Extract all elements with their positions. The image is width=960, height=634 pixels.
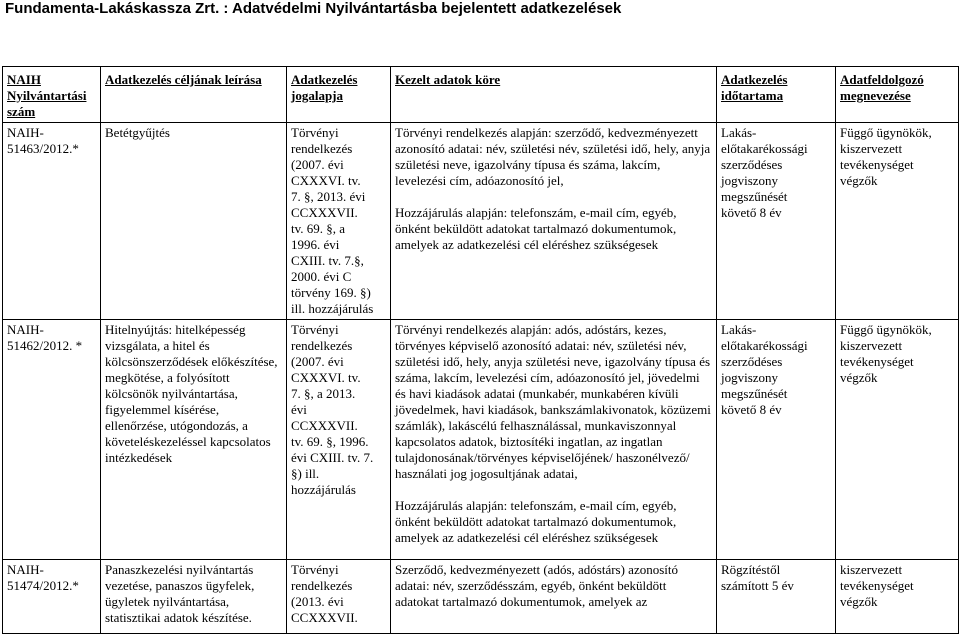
row-processor: Függő ügynökök, kiszervezett tevékenységet végzők bbox=[836, 123, 959, 320]
row-number: NAIH- 51463/2012.* bbox=[3, 123, 101, 320]
row-legal-basis: Törvényi rendelkezés (2013. évi CCXXXVII. bbox=[287, 560, 391, 634]
row-processor: kiszervezett tevékenységet végzők bbox=[836, 560, 959, 634]
row-data-scope bbox=[391, 123, 717, 320]
data-scope-statutory: Törvényi rendelkezés alapján: szerződő, kedvezményezett azonosító adatai: név, születési név, születési idő, hely, anyja születési neve, igazolvány típusa és száma, lakcím, levelezési cím, adóazonosító jel, bbox=[395, 125, 711, 188]
row-purpose: Hitelnyújtás: hitelképesség vizsgálata, a hitel és kölcsönszerződések előkészítése, megkötése, a folyósított kölcsönök nyilvántartása, figyelemmel kísérése, ellenőrzése, utógondozás, a követeléskezeléssel kapcsolatos intézkedések bbox=[101, 320, 287, 560]
row-purpose: Betétgyűjtés bbox=[101, 123, 287, 320]
data-scope-statutory: Törvényi rendelkezés alapján: adós, adóstárs, kezes, törvényes képviselő azonosító adatai: név, születési név, születési idő, hely, anyja születési neve, igazolvány típusa és száma, lakcím, levelezési cím, adóazonosító jel, jövedelmi és havi kiadások adatai (munkabér, munkabéren kívüli jövedelmek, havi kiadások, bankszámlakivonatok, közüzemi számlák), lakáscélú felhasználással, munkaviszonnyal kapcsolatos adatok, biztosítéki ingatlan, az ingatlan tulajdonosának/törvényes képviselőjének/ haszonélvező/ használati jog jogosultjának adatai, bbox=[395, 322, 711, 481]
data-scope-consent: Hozzájárulás alapján: telefonszám, e-mail cím, egyéb, önként beküldött adatokat tartalmazó dokumentumok, amelyek az adatkezelési cél eléréshez szükségesek bbox=[395, 498, 677, 545]
header-naih-number: NAIH Nyilvántartási szám bbox=[3, 67, 101, 123]
header-legal-basis: Adatkezelés jogalapja bbox=[287, 67, 391, 123]
data-scope-consent: Hozzájárulás alapján: telefonszám, e-mail cím, egyéb, önként beküldött adatokat tartalmazó dokumentumok, amelyek az adatkezelési cél eléréshez szükségesek bbox=[395, 205, 677, 252]
table-header-row bbox=[3, 67, 959, 123]
row-number: NAIH- 51462/2012. * bbox=[3, 320, 101, 560]
row-processor: Függő ügynökök, kiszervezett tevékenységet végzők bbox=[836, 320, 959, 560]
header-duration: Adatkezelés időtartama bbox=[717, 67, 836, 123]
data-processing-table bbox=[2, 66, 959, 634]
row-data-scope: Szerződő, kedvezményezett (adós, adóstárs) azonosító adatai: név, szerződésszám, egyéb, önként beküldött adatokat tartalmazó dokumentumok, amelyek az bbox=[391, 560, 717, 634]
row-purpose: Panaszkezelési nyilvántartás vezetése, panaszos ügyfelek, ügyletek nyilvántartása, statisztikai adatok készítése. bbox=[101, 560, 287, 634]
row-legal-basis: Törvényi rendelkezés (2007. évi CXXXVI. tv. 7. §, a 2013. évi CCXXXVII. tv. 69. §, 1996. évi CXIII. tv. 7. §) ill. hozzájárulás bbox=[287, 320, 391, 560]
row-number: NAIH- 51474/2012.* bbox=[3, 560, 101, 634]
table-row bbox=[3, 320, 959, 560]
row-duration: Lakás- előtakarékossági szerződéses jogviszony megszűnését követő 8 év bbox=[717, 123, 836, 320]
header-purpose: Adatkezelés céljának leírása bbox=[101, 67, 287, 123]
header-data-scope: Kezelt adatok köre bbox=[391, 67, 717, 123]
document-title: Fundamenta-Lakáskassza Zrt. : Adatvédelmi Nyilvántartásba bejelentett adatkezelések bbox=[5, 0, 622, 17]
row-data-scope bbox=[391, 320, 717, 560]
row-duration: Lakás- előtakarékossági szerződéses jogviszony megszűnését követő 8 év bbox=[717, 320, 836, 560]
row-duration: Rögzítéstől számított 5 év bbox=[717, 560, 836, 634]
row-legal-basis: Törvényi rendelkezés (2007. évi CXXXVI. tv. 7. §, 2013. évi CCXXXVII. tv. 69. §, a 1996. évi CXIII. tv. 7.§, 2000. évi C törvény 169. §) ill. hozzájárulás bbox=[287, 123, 391, 320]
table-row bbox=[3, 123, 959, 320]
table-row bbox=[3, 560, 959, 634]
header-processor: Adatfeldolgozó megnevezése bbox=[836, 67, 959, 123]
